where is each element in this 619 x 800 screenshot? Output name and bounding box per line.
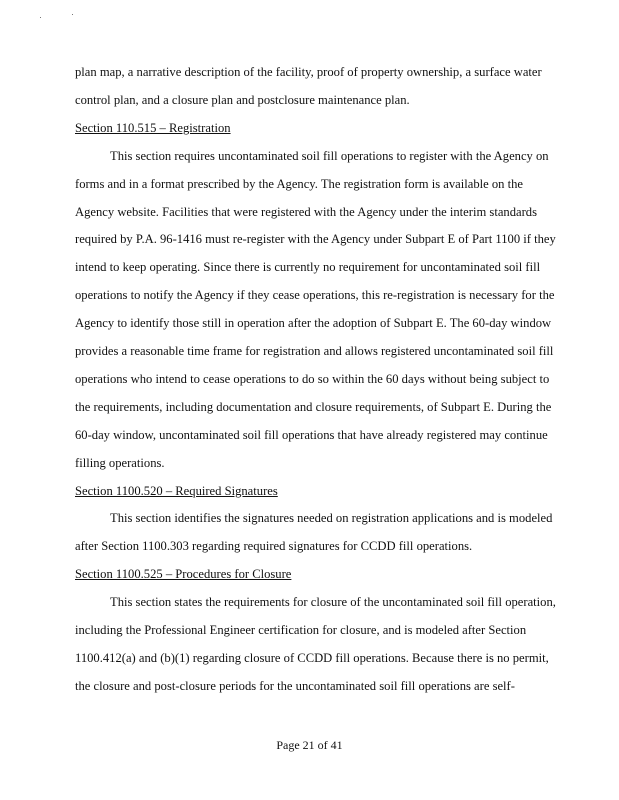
section-heading: Section 1100.520 – Required Signatures [75,483,278,498]
section-heading: Section 110.515 – Registration [75,120,231,135]
paragraph-line: intend to keep operating. Since there is currently no requirement for uncontaminated soil fill [75,260,541,275]
paragraph-line: the closure and post-closure periods for the uncontaminated soil fill operations are self- [75,678,515,693]
paragraph-line: filling operations. [75,455,165,470]
paragraph-line: required by P.A. 96-1416 must re-register with the Agency under Subpart E of Part 1100 if they [75,232,556,247]
paragraph-line: 1100.412(a) and (b)(1) regarding closure of CCDD fill operations. Because there is no permit, [75,650,549,665]
paragraph-line: This section requires uncontaminated soil fill operations to register with the Agency on [110,148,549,163]
paragraph-line: operations to notify the Agency if they cease operations, this re-registration is necessary for the [75,288,555,303]
paragraph-line: Agency website. Facilities that were registered with the Agency under the interim standards [75,204,537,219]
paragraph-line: This section identifies the signatures needed on registration applications and is modeled [110,511,553,526]
page-number: Page 21 of 41 [276,738,343,752]
paragraph-line: the requirements, including documentation and closure requirements, of Subpart E. During the [75,399,552,414]
scan-speck [72,14,73,15]
paragraph-line: including the Professional Engineer certification for closure, and is modeled after Section [75,623,527,637]
paragraph-line: plan map, a narrative description of the facility, proof of property ownership, a surface water [75,65,542,79]
scan-speck [40,17,41,18]
paragraph-line: after Section 1100.303 regarding required signatures for CCDD fill operations. [75,539,473,554]
paragraph-line: 60-day window, uncontaminated soil fill operations that have already registered may continue [75,427,548,442]
paragraph-line: forms and in a format prescribed by the Agency. The registration form is available on the [75,176,523,191]
paragraph-line: provides a reasonable time frame for registration and allows registered uncontaminated soil fill [75,344,554,358]
section-heading: Section 1100.525 – Procedures for Closure [75,567,292,582]
paragraph-line: control plan, and a closure plan and postclosure maintenance plan. [75,92,410,107]
paragraph-line: operations who intend to cease operations to do so within the 60 days without being subject to [75,371,550,386]
paragraph-line: Agency to identify those still in operation after the adoption of Subpart E. The 60-day window [75,316,552,331]
paragraph-line: This section states the requirements for closure of the uncontaminated soil fill operation, [110,595,556,610]
